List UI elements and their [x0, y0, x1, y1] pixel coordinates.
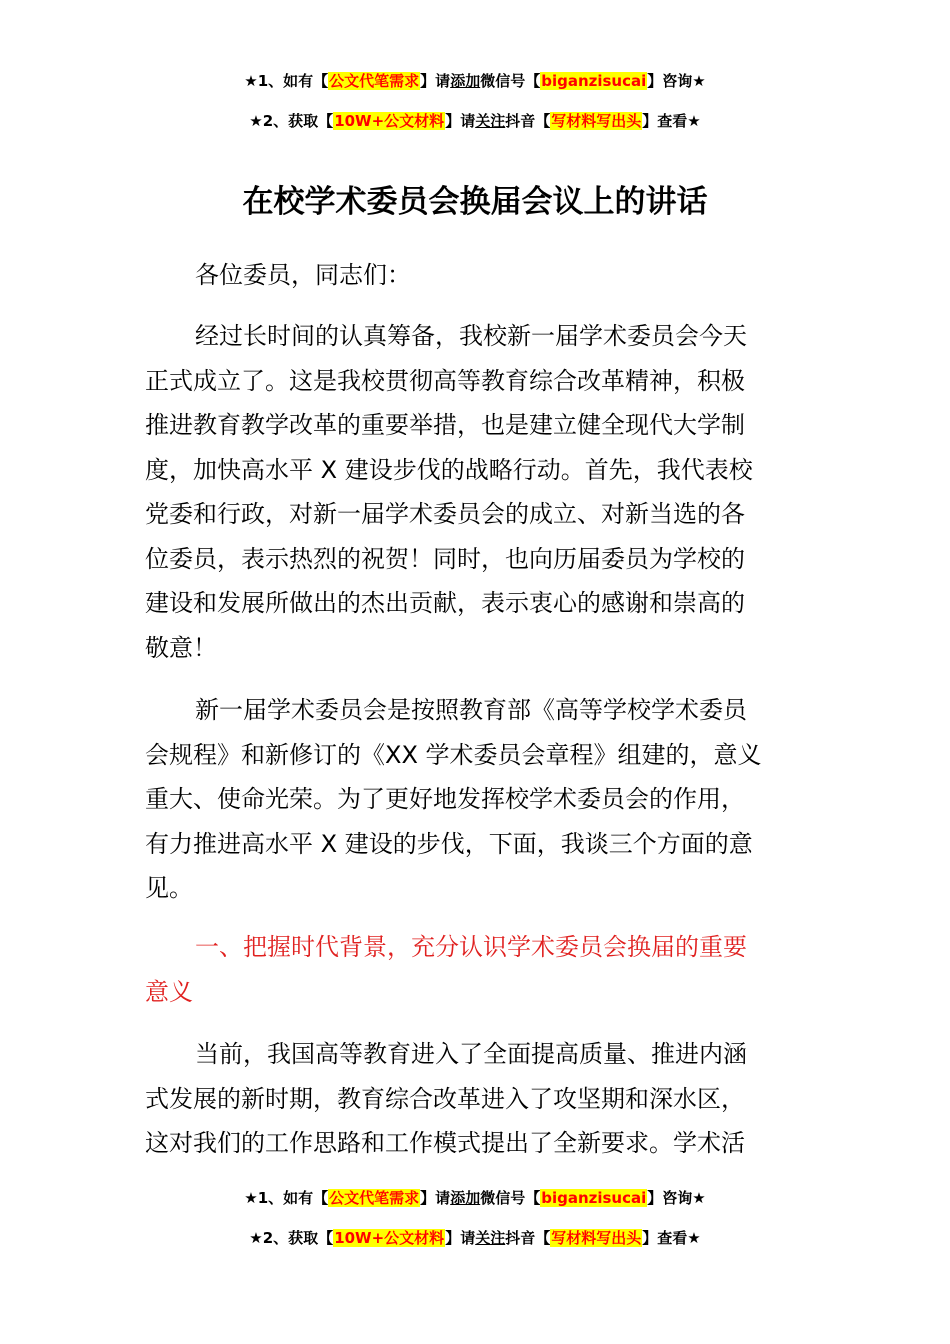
salutation-text: 各位委员，同志们：	[195, 261, 411, 289]
banner-suffix: 】咨询★	[647, 72, 706, 90]
banner-prefix: ★1、如有【	[244, 1189, 329, 1207]
paragraph-line: 位委员，表示热烈的祝贺！同时，也向历届委员为学校的	[145, 544, 745, 573]
banner-underlined-text: 关注	[475, 1229, 506, 1247]
paragraph-line: 经过长时间的认真筹备，我校新一届学术委员会今天	[195, 322, 747, 350]
banner-text: 微信号【	[480, 72, 541, 90]
paragraph-line: 有力推进高水平 X 建设的步伐，下面，我谈三个方面的意	[145, 829, 753, 858]
section-heading-1	[145, 925, 807, 1014]
banner-underlined-text: 关注	[475, 112, 506, 130]
banner-douyin-id: 写材料写出头	[551, 112, 642, 130]
paragraph-line: 这对我们的工作思路和工作模式提出了全新要求。学术活	[145, 1129, 745, 1157]
paragraph-line: 度，加快高水平 X 建设步伐的战略行动。首先，我代表校	[145, 455, 753, 484]
bottom-banner-line-2	[0, 1226, 950, 1250]
banner-wechat-id: biganzisucai	[541, 72, 647, 90]
banner-highlight: 10W+公文材料	[334, 1229, 445, 1247]
salutation	[145, 253, 807, 298]
banner-suffix: 】查看★	[642, 112, 701, 130]
paragraph-line: 新一届学术委员会是按照教育部《高等学校学术委员	[195, 696, 747, 724]
paragraph-2	[145, 688, 807, 911]
banner-prefix: ★2、获取【	[249, 1229, 334, 1247]
banner-douyin-id: 写材料写出头	[551, 1229, 642, 1247]
banner-wechat-id: biganzisucai	[541, 1189, 647, 1207]
paragraph-line: 式发展的新时期，教育综合改革进入了攻坚期和深水区，	[145, 1084, 745, 1113]
top-banner-line-2	[0, 109, 950, 133]
banner-suffix: 】查看★	[642, 1229, 701, 1247]
banner-text: 】请	[445, 1229, 476, 1247]
document-title: 在校学术委员会换届会议上的讲话	[242, 184, 708, 220]
banner-prefix: ★2、获取【	[249, 112, 334, 130]
paragraph-line: 当前，我国高等教育进入了全面提高质量、推进内涵	[195, 1040, 747, 1068]
banner-prefix: ★1、如有【	[244, 72, 329, 90]
banner-underlined-text: 添加	[450, 72, 481, 90]
banner-text: 】请	[445, 112, 476, 130]
paragraph-line: 正式成立了。这是我校贯彻高等教育综合改革精神，积极	[145, 366, 745, 395]
banner-text: 抖音【	[505, 112, 551, 130]
heading-line: 一、把握时代背景，充分认识学术委员会换届的重要	[195, 933, 747, 961]
banner-underlined-text: 添加	[450, 1189, 481, 1207]
banner-highlight: 公文代笔需求	[329, 1189, 420, 1207]
bottom-banner-line-1	[0, 1186, 950, 1210]
paragraph-line: 重大、使命光荣。为了更好地发挥校学术委员会的作用，	[145, 785, 745, 813]
paragraph-line: 敬意！	[145, 633, 217, 662]
banner-text: 抖音【	[505, 1229, 551, 1247]
banner-text: 微信号【	[480, 1189, 541, 1207]
paragraph-3	[145, 1032, 807, 1166]
paragraph-line: 党委和行政，对新一届学术委员会的成立、对新当选的各	[145, 500, 745, 528]
banner-text: 】请	[420, 72, 451, 90]
paragraph-line: 建设和发展所做出的杰出贡献，表示衷心的感谢和崇高的	[145, 589, 745, 617]
banner-text: 】请	[420, 1189, 451, 1207]
banner-suffix: 】咨询★	[647, 1189, 706, 1207]
banner-highlight: 公文代笔需求	[329, 72, 420, 90]
paragraph-1	[145, 314, 807, 670]
paragraph-line: 会规程》和新修订的《XX 学术委员会章程》组建的，意义	[145, 740, 762, 769]
paragraph-line: 推进教育教学改革的重要举措，也是建立健全现代大学制	[145, 411, 745, 439]
banner-highlight: 10W+公文材料	[334, 112, 445, 130]
top-banner-line-1	[0, 69, 950, 93]
heading-line: 意义	[145, 977, 193, 1006]
paragraph-line: 见。	[145, 874, 193, 902]
